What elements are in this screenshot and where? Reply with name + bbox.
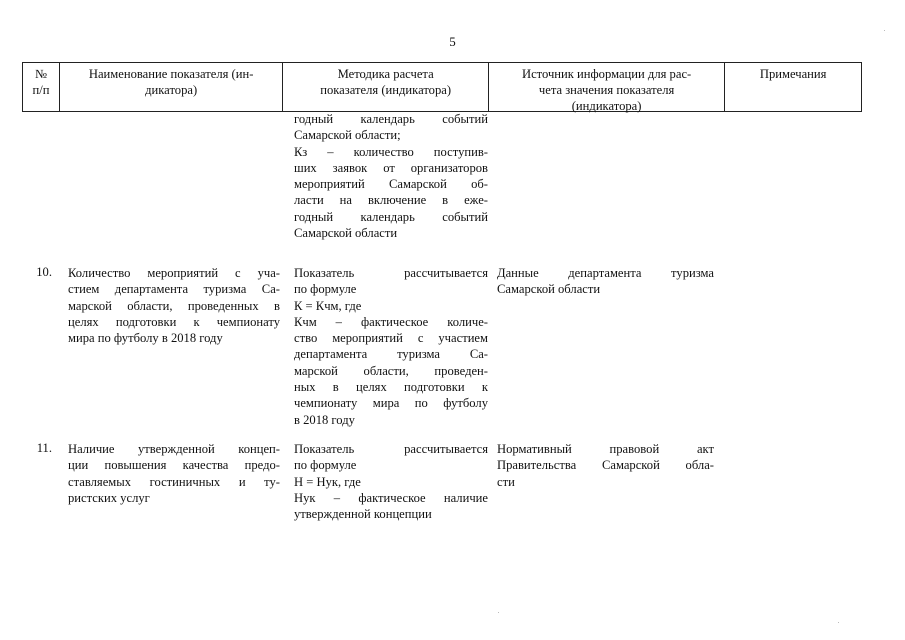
text-line: Данные департамента туризма <box>497 266 714 280</box>
header-col-method <box>283 63 489 111</box>
text-line: К = Кчм, где <box>294 298 362 313</box>
header-line: Примечания <box>759 67 827 81</box>
text-line: целях подготовки к чемпионату <box>68 314 280 329</box>
method-continuation <box>294 111 488 241</box>
text-line: ласти на включение в еже- <box>294 193 488 208</box>
text-line: департамента туризма Са- <box>294 347 488 362</box>
text-line: Количество мероприятий с уча- <box>68 266 280 280</box>
text-line: Самарской области <box>497 282 601 297</box>
text-line: ших заявок от организаторов <box>294 160 488 175</box>
text-line: ство мероприятий с участием <box>294 331 488 346</box>
page-number: 5 <box>449 34 456 49</box>
text-line: Показатель рассчитывается <box>294 442 488 456</box>
header-col-notes <box>725 63 861 111</box>
text-line: ции повышения качества предо- <box>68 458 280 473</box>
calculation-method <box>294 265 488 428</box>
text-line: ристских услуг <box>68 490 150 505</box>
text-line: в 2018 году <box>294 412 355 427</box>
header-col-name <box>60 63 283 111</box>
text-line: по формуле <box>294 458 357 473</box>
text-line: годный календарь событий <box>294 112 488 126</box>
text-line: Показатель рассчитывается <box>294 266 488 280</box>
text-line: чемпионату мира по футболу <box>294 396 488 411</box>
header-line: Источник информации для рас- <box>521 67 692 81</box>
text-line: стием департамента туризма Са- <box>68 282 280 297</box>
header-line: Наименование показателя (ин- <box>88 67 254 81</box>
text-line: Н = Нук, где <box>294 474 361 489</box>
text-line: по формуле <box>294 282 357 297</box>
header-col-source <box>489 63 725 111</box>
indicator-name <box>68 441 280 506</box>
header-line: Методика расчета <box>337 67 434 81</box>
text-line: Наличие утвержденной концеп- <box>68 442 280 456</box>
scan-speck <box>838 622 839 623</box>
header-line: показателя (индикатора) <box>320 83 452 97</box>
text-line: мира по футболу в 2018 году <box>68 331 223 346</box>
text-line: марской области, проведен- <box>294 363 488 378</box>
information-source <box>497 265 714 298</box>
text-line: Кз – количество поступив- <box>294 144 488 159</box>
text-line: ставляемых гостиничных и ту- <box>68 474 280 489</box>
text-line: мероприятий Самарской об- <box>294 177 488 192</box>
header-line: чета значения показателя <box>538 83 675 97</box>
text-line: утвержденной концепции <box>294 507 432 522</box>
scan-speck <box>498 612 499 613</box>
header-line: (индикатора) <box>571 99 642 113</box>
text-line: Кчм – фактическое количе- <box>294 314 488 329</box>
table-header <box>22 62 862 112</box>
scan-speck <box>884 30 885 31</box>
text-line: Самарской области; <box>294 128 401 143</box>
header-col-number <box>23 63 60 111</box>
row-number: 11. <box>36 441 52 455</box>
information-source <box>497 441 714 490</box>
header-line: дикатора) <box>145 83 198 97</box>
text-line: Правительства Самарской обла- <box>497 458 714 473</box>
indicator-name <box>68 265 280 346</box>
text-line: Самарской области <box>294 226 398 241</box>
row-number: 10. <box>36 265 52 279</box>
header-line: п/п <box>32 83 50 97</box>
text-line: марской области, проведенных в <box>68 298 280 313</box>
text-line: сти <box>497 474 515 489</box>
text-line: Нормативный правовой акт <box>497 442 714 456</box>
text-line: годный календарь событий <box>294 209 488 224</box>
text-line: ных в целях подготовки к <box>294 380 488 395</box>
text-line: Нук – фактическое наличие <box>294 490 488 505</box>
header-line: № <box>34 67 47 81</box>
calculation-method <box>294 441 488 522</box>
